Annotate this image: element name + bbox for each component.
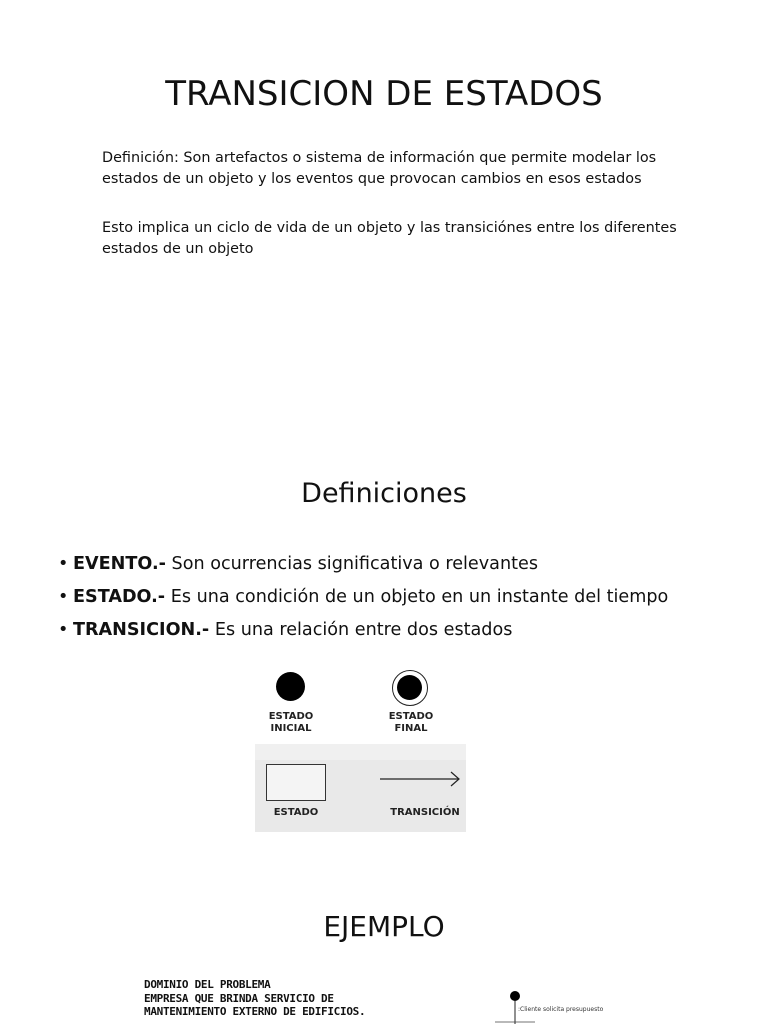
example-title: EJEMPLO bbox=[323, 910, 445, 943]
state-box-icon bbox=[266, 764, 326, 801]
final-state-icon bbox=[392, 670, 428, 706]
example-diagram-label: :Cliente solicita presupuesto bbox=[518, 1006, 604, 1013]
notation-legend bbox=[255, 659, 466, 832]
final-state-label: ESTADO FINAL bbox=[388, 711, 434, 734]
transition-label: TRANSICIÓN bbox=[390, 807, 460, 818]
list-item bbox=[58, 548, 758, 581]
definitions-title: Definiciones bbox=[301, 478, 467, 509]
example-line: MANTENIMIENTO EXTERNO DE EDIFICIOS. bbox=[144, 1005, 366, 1018]
definition-evento: Son ocurrencias significativa o relevantes bbox=[165, 554, 538, 574]
problem-domain-text bbox=[144, 978, 404, 1019]
term-transicion: TRANSICION.- bbox=[73, 620, 210, 640]
example-diagram-start-icon bbox=[490, 986, 540, 1024]
state-label: ESTADO bbox=[273, 807, 319, 818]
definition-transicion: Es una relación entre dos estados bbox=[209, 620, 513, 640]
example-line: EMPRESA QUE BRINDA SERVICIO DE bbox=[144, 991, 334, 1005]
initial-state-icon bbox=[276, 672, 305, 701]
list-item bbox=[58, 581, 758, 614]
example-line: DOMINIO DEL PROBLEMA bbox=[144, 978, 271, 991]
definitions-list bbox=[58, 548, 758, 647]
initial-state-label: ESTADO INICIAL bbox=[268, 711, 314, 734]
definition-estado: Es una condición de un objeto en un instante del tiempo bbox=[165, 587, 669, 607]
transition-arrow-icon bbox=[375, 767, 465, 792]
lifecycle-paragraph: Esto implica un ciclo de vida de un objeto y las transiciónes entre los diferentes estados de un objeto bbox=[102, 220, 677, 257]
slide-title: TRANSICION DE ESTADOS bbox=[165, 74, 603, 114]
definition-paragraph: Definición: Son artefactos o sistema de información que permite modelar los estados de un objeto y los eventos que provocan cambios en esos estados bbox=[102, 150, 657, 187]
bullet-dot: • bbox=[58, 587, 69, 607]
term-estado: ESTADO.- bbox=[73, 587, 166, 607]
list-item bbox=[58, 614, 758, 647]
term-evento: EVENTO.- bbox=[73, 554, 166, 574]
bullet-dot: • bbox=[58, 620, 69, 640]
bullet-dot: • bbox=[58, 554, 69, 574]
